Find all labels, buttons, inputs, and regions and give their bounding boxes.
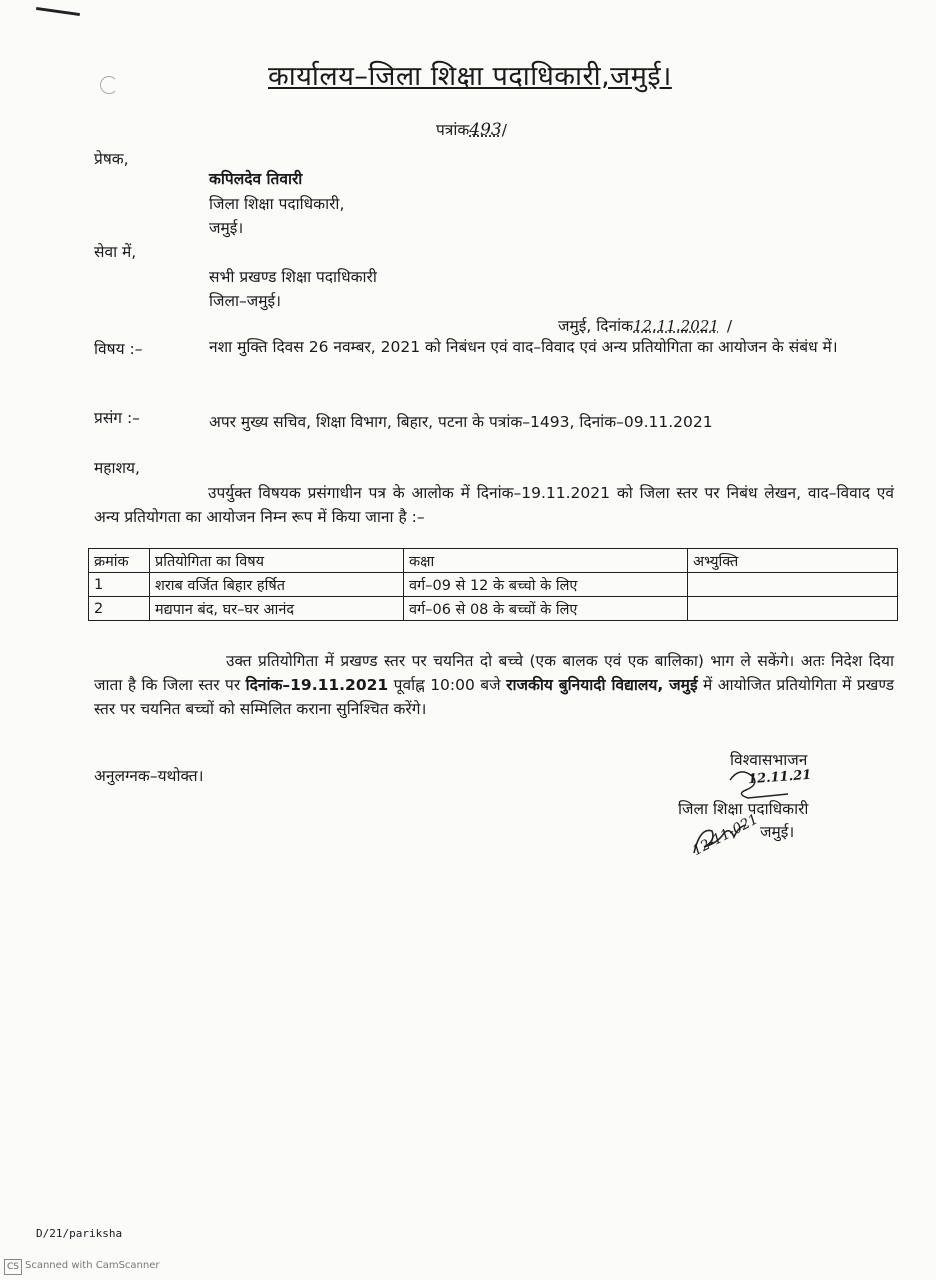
recipient-line1: सभी प्रखण्ड शिक्षा पदाधिकारी: [209, 268, 377, 286]
recipient-line2: जिला–जमुई।: [209, 292, 282, 310]
scanner-watermark: Scanned with CamScanner: [25, 1260, 160, 1271]
table-row: [89, 573, 898, 597]
reference-label: प्रसंग :–: [94, 409, 140, 427]
handwritten-date-1: 12.11.21: [747, 767, 812, 788]
camscanner-logo-icon: CS: [4, 1259, 22, 1275]
header-sn: क्रमांक: [89, 549, 150, 573]
body-paragraph: उक्त प्रतियोगिता में प्रखण्ड स्तर पर चयनित दो बच्चे (एक बालक एवं एक बालिका) भाग ले सकेंगे। अतः निदेश दिया जाता है कि जिला स्तर पर दिनांक–19.11.2021 पूर्वाह्न 10:00 बजे राजकीय बुनियादी विद्यालय, जमुई में आयोजित प्रतियोगिता में प्रखण्ड स्तर पर चयनित बच्चों को सम्मिलित कराना सुनिश्चित करेंगे।: [94, 652, 894, 718]
closing-text: विश्वासभाजन: [730, 751, 808, 769]
row-sn: 2: [89, 597, 150, 621]
letter-number: पत्रांक493/: [436, 120, 507, 140]
row-topic: मद्यपान बंद, घर–घर आनंद: [150, 597, 404, 621]
date-value: 12.11.2021: [633, 317, 719, 335]
recipient-label: सेवा में,: [94, 243, 137, 261]
header-class: कक्षा: [404, 549, 688, 573]
signature-place: जमुई।: [760, 823, 795, 841]
table-row: [89, 597, 898, 621]
sender-name: कपिलदेव तिवारी: [209, 170, 303, 188]
event-venue: राजकीय बुनियादी विद्यालय, जमुई: [506, 676, 698, 694]
event-date: दिनांक–19.11.2021: [245, 676, 389, 694]
row-sn: 1: [89, 573, 150, 597]
salutation: महाशय,: [94, 459, 140, 477]
letter-number-value: 493: [469, 120, 502, 140]
row-class: वर्ग–09 से 12 के बच्चो के लिए: [404, 573, 688, 597]
reference-text: अपर मुख्य सचिव, शिक्षा विभाग, बिहार, पटना के पत्रांक–1493, दिनांक–09.11.2021: [209, 413, 713, 431]
enclosure: अनुलग्नक–यथोक्त।: [94, 767, 204, 785]
table-header-row: [89, 549, 898, 573]
office-title: कार्यालय–जिला शिक्षा पदाधिकारी,जमुई।: [268, 61, 672, 92]
sender-label: प्रेषक,: [94, 150, 129, 168]
competition-table: [88, 548, 898, 621]
sender-designation: जिला शिक्षा पदाधिकारी,: [209, 195, 345, 213]
subject-text: नशा मुक्ति दिवस 26 नवम्बर, 2021 को निबंधन एवं वाद–विवाद एवं अन्य प्रतियोगिता का आयोजन के संबंध में।: [209, 338, 838, 356]
punch-hole-mark: [100, 76, 118, 94]
file-code: D/21/pariksha: [36, 1227, 123, 1240]
sender-place: जमुई।: [209, 219, 244, 237]
date-line: जमुई, दिनांक12.11.2021 /: [558, 317, 733, 335]
subject-label: विषय :–: [94, 340, 143, 358]
handwritten-date-2: 12-11-021: [690, 811, 761, 860]
signature-designation: जिला शिक्षा पदाधिकारी: [678, 800, 809, 818]
header-remark: अभ्युक्ति: [688, 549, 898, 573]
stray-pen-mark: [36, 7, 80, 16]
row-topic: शराब वर्जित बिहार हर्षित: [150, 573, 404, 597]
row-remark: [688, 573, 898, 597]
row-class: वर्ग–06 से 08 के बच्चों के लिए: [404, 597, 688, 621]
intro-paragraph: उपर्युक्त विषयक प्रसंगाधीन पत्र के आलोक में दिनांक–19.11.2021 को जिला स्तर पर निबंध लेखन, वाद–विवाद एवं अन्य प्रतियोगता का आयोजन निम्न रूप में किया जाना है :–: [94, 484, 894, 526]
row-remark: [688, 597, 898, 621]
header-topic: प्रतियोगिता का विषय: [150, 549, 404, 573]
